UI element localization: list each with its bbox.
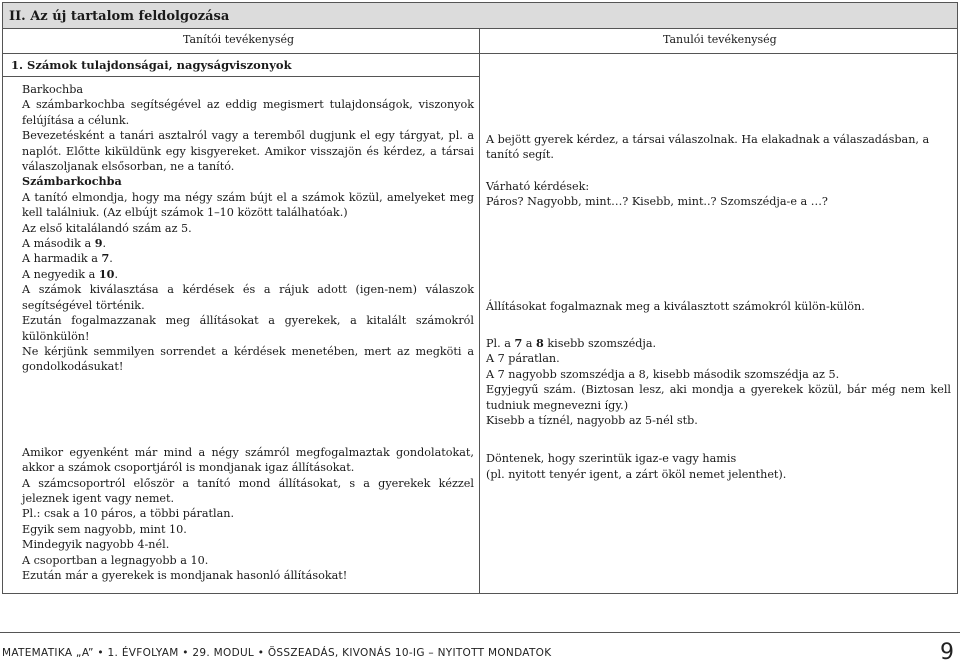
spacer (486, 163, 951, 179)
teacher-text: Ne kérjünk semmilyen sorrendet a kérdések menetében, mert az megköti a gondolkodásukat! (22, 344, 474, 374)
teacher-text: Amikor egyenként már mind a négy számról megfogalmaztak gondolatokat, akkor a számok csoportjáról is mondjanak igaz állításokat. (22, 445, 474, 475)
text-span: A harmadik a (22, 252, 102, 266)
teacher-text (22, 251, 474, 266)
teacher-text: A számcsoportról először a tanító mond állításokat, s a gyerekek kézzel jeleznek igent vagy nemet. (22, 476, 474, 505)
teacher-text: A számok kiválasztása a kérdések és a rájuk adott (igen-nem) válaszok segítségével történik. (22, 283, 474, 312)
text-span: . (102, 237, 107, 251)
teacher-text: Ezután fogalmazzanak meg állításokat a gyerekek, a kitalált számokról különkülön! (22, 314, 474, 343)
teacher-text: Bevezetésként a tanári asztalról vagy a teremből dugjunk el egy tárgyat, pl. a naplót. Előtte kiküldünk egy kisgyereket. Amikor visszajön és kérdez, a társai válaszoljanak elsősorban, ne a tanító. (22, 129, 474, 174)
student-text: Kisebb a tíznél, nagyobb az 5-nél stb. (486, 414, 698, 428)
student-text: Egyjegyű szám. (Biztosan lesz, aki mondja a gyerekek közül, bár még nem kell tudniuk megnevezni így.) (486, 383, 951, 412)
number-bold: 8 (536, 336, 544, 351)
teacher-text: Az első kitalálandó szám az 5. (22, 221, 192, 235)
teacher-text: Pl.: csak a 10 páros, a többi páratlan. (22, 507, 235, 521)
page-number: 9 (940, 640, 954, 665)
spacer (486, 210, 951, 299)
subsection-right-cell (480, 53, 957, 77)
page-footer (0, 632, 960, 664)
spacer (486, 314, 951, 336)
teacher-activity-column (22, 82, 474, 583)
number-bold: 10 (98, 266, 115, 281)
szambarkochba-heading: Számbarkochba (22, 174, 122, 189)
subsection-title: 1. Számok tulajdonságai, nagyságviszonyok (3, 53, 479, 77)
student-text (486, 336, 951, 351)
footer-rule (0, 632, 960, 633)
text-span: Pl. a (486, 337, 515, 351)
teacher-column-header: Tanítói tevékenység (183, 33, 295, 46)
text-span: kisebb szomszédja. (543, 337, 657, 351)
text-span: a (522, 337, 537, 351)
text-span: A második a (22, 237, 95, 251)
barkochba-heading: Barkochba (22, 83, 84, 96)
student-text: Állításokat fogalmaznak meg a kiválasztott számokról külön-külön. (486, 299, 865, 313)
teacher-text: A csoportban a legnagyobb a 10. (22, 553, 209, 567)
teacher-text: A tanító elmondja, hogy ma négy szám bújt el a számok közül, amelyeket meg kell találniuk. (Az elbújt számok 1–10 között találhatóak.) (22, 190, 474, 220)
teacher-text (22, 267, 474, 282)
student-text: A 7 páratlan. (486, 352, 560, 366)
student-text: Várható kérdések: (486, 179, 590, 193)
text-span: . (109, 252, 113, 266)
column-divider (479, 29, 480, 593)
teacher-text: Mindegyik nagyobb 4-nél. (22, 538, 170, 552)
student-text: Páros? Nagyobb, mint…? Kisebb, mint..? Szomszédja-e a …? (486, 195, 828, 209)
number-bold: 9 (94, 236, 103, 251)
teacher-text (22, 236, 474, 251)
section-title: II. Az új tartalom feldolgozása (3, 3, 957, 29)
student-activity-column (486, 132, 951, 482)
student-text: Döntenek, hogy szerintük igaz-e vagy hamis (486, 452, 737, 466)
student-text: (pl. nyitott tenyér igent, a zárt ököl nemet jelenthet). (486, 467, 787, 481)
teacher-text: A számbarkochba segítségével az eddig megismert tulajdonságok, viszonyok felújítása a célunk. (22, 98, 474, 127)
spacer (22, 375, 474, 445)
text-span: A negyedik a (22, 267, 99, 281)
spacer (486, 428, 951, 451)
number-bold: 7 (101, 251, 110, 266)
teacher-text: Egyik sem nagyobb, mint 10. (22, 522, 187, 536)
student-column-header: Tanulói tevékenység (663, 33, 777, 46)
student-text: A bejött gyerek kérdez, a társai válaszolnak. Ha elakadnak a válaszadásban, a tanító segít. (486, 133, 930, 162)
text-span: . (114, 267, 119, 281)
student-text: A 7 nagyobb szomszédja a 8, kisebb második szomszédja az 5. (486, 367, 840, 381)
number-bold: 7 (514, 336, 523, 351)
footer-text: MATEMATIKA „A” • 1. ÉVFOLYAM • 29. MODUL • ÖSSZEADÁS, KIVONÁS 10-IG – NYITOTT MONDATOK (2, 647, 552, 659)
teacher-text: Ezután már a gyerekek is mondjanak hasonló állításokat! (22, 568, 348, 582)
